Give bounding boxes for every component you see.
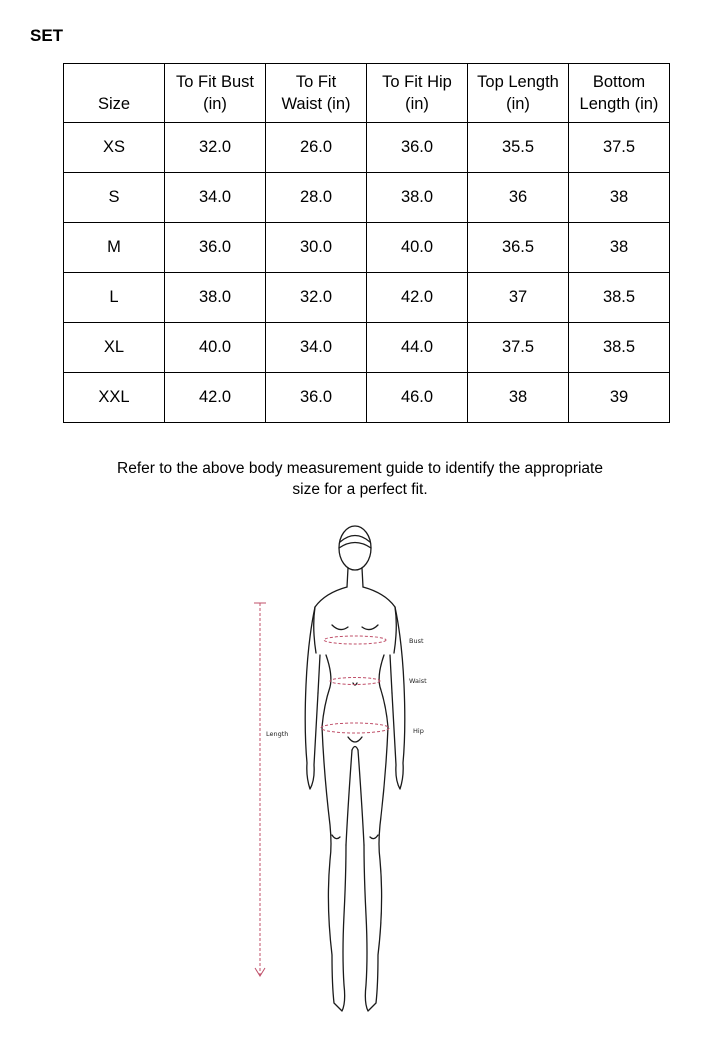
size-cell: XS bbox=[64, 123, 165, 173]
measurement-cell: 46.0 bbox=[367, 373, 468, 423]
header-bottom-length: Bottom Length (in) bbox=[569, 64, 670, 123]
measurement-cell: 38 bbox=[569, 173, 670, 223]
size-cell: L bbox=[64, 273, 165, 323]
header-hip: To Fit Hip (in) bbox=[367, 64, 468, 123]
measurement-cell: 37.5 bbox=[468, 323, 569, 373]
size-cell: XL bbox=[64, 323, 165, 373]
size-cell: XXL bbox=[64, 373, 165, 423]
measurement-cell: 34.0 bbox=[266, 323, 367, 373]
measurement-cell: 40.0 bbox=[165, 323, 266, 373]
table-row bbox=[64, 323, 670, 373]
body-measurement-figure bbox=[240, 515, 480, 1025]
measurement-cell: 26.0 bbox=[266, 123, 367, 173]
waist-label: Waist bbox=[409, 677, 427, 685]
measurement-cell: 36.5 bbox=[468, 223, 569, 273]
length-label: Length bbox=[266, 730, 289, 738]
length-measure-line bbox=[254, 603, 266, 976]
measurement-cell: 38.5 bbox=[569, 273, 670, 323]
table-header-row bbox=[64, 64, 670, 123]
size-cell: S bbox=[64, 173, 165, 223]
table-row bbox=[64, 173, 670, 223]
measurement-cell: 42.0 bbox=[165, 373, 266, 423]
measurement-cell: 38 bbox=[468, 373, 569, 423]
measurement-cell: 38 bbox=[569, 223, 670, 273]
measurement-cell: 30.0 bbox=[266, 223, 367, 273]
measurement-cell: 38.0 bbox=[367, 173, 468, 223]
size-chart-table bbox=[63, 63, 670, 423]
measurement-cell: 34.0 bbox=[165, 173, 266, 223]
measurement-cell: 28.0 bbox=[266, 173, 367, 223]
hip-label: Hip bbox=[413, 727, 424, 735]
measurement-cell: 42.0 bbox=[367, 273, 468, 323]
measurement-cell: 32.0 bbox=[266, 273, 367, 323]
header-size: Size bbox=[64, 64, 165, 123]
table-row bbox=[64, 223, 670, 273]
measurement-cell: 38.0 bbox=[165, 273, 266, 323]
measurement-cell: 36.0 bbox=[266, 373, 367, 423]
header-bust: To Fit Bust (in) bbox=[165, 64, 266, 123]
page-title: SET bbox=[30, 26, 64, 45]
table-row bbox=[64, 373, 670, 423]
header-waist: To Fit Waist (in) bbox=[266, 64, 367, 123]
size-cell: M bbox=[64, 223, 165, 273]
measurement-cell: 37.5 bbox=[569, 123, 670, 173]
bust-label: Bust bbox=[409, 637, 424, 645]
table-row bbox=[64, 123, 670, 173]
measurement-cell: 38.5 bbox=[569, 323, 670, 373]
measurement-cell: 37 bbox=[468, 273, 569, 323]
measurement-note bbox=[0, 458, 720, 500]
waist-measure-band bbox=[330, 678, 380, 685]
measurement-cell: 36.0 bbox=[165, 223, 266, 273]
bust-measure-band bbox=[324, 636, 386, 644]
hip-measure-band bbox=[321, 723, 389, 733]
measurement-cell: 40.0 bbox=[367, 223, 468, 273]
measurement-cell: 44.0 bbox=[367, 323, 468, 373]
measurement-cell: 36.0 bbox=[367, 123, 468, 173]
header-top-length: Top Length (in) bbox=[468, 64, 569, 123]
body-outline bbox=[305, 526, 405, 1011]
measurement-cell: 36 bbox=[468, 173, 569, 223]
measurement-cell: 35.5 bbox=[468, 123, 569, 173]
note-line-2: size for a perfect fit. bbox=[292, 481, 428, 498]
table-row bbox=[64, 273, 670, 323]
note-line-1: Refer to the above body measurement guide to identify the appropriate bbox=[117, 460, 603, 477]
measurement-cell: 39 bbox=[569, 373, 670, 423]
measurement-cell: 32.0 bbox=[165, 123, 266, 173]
